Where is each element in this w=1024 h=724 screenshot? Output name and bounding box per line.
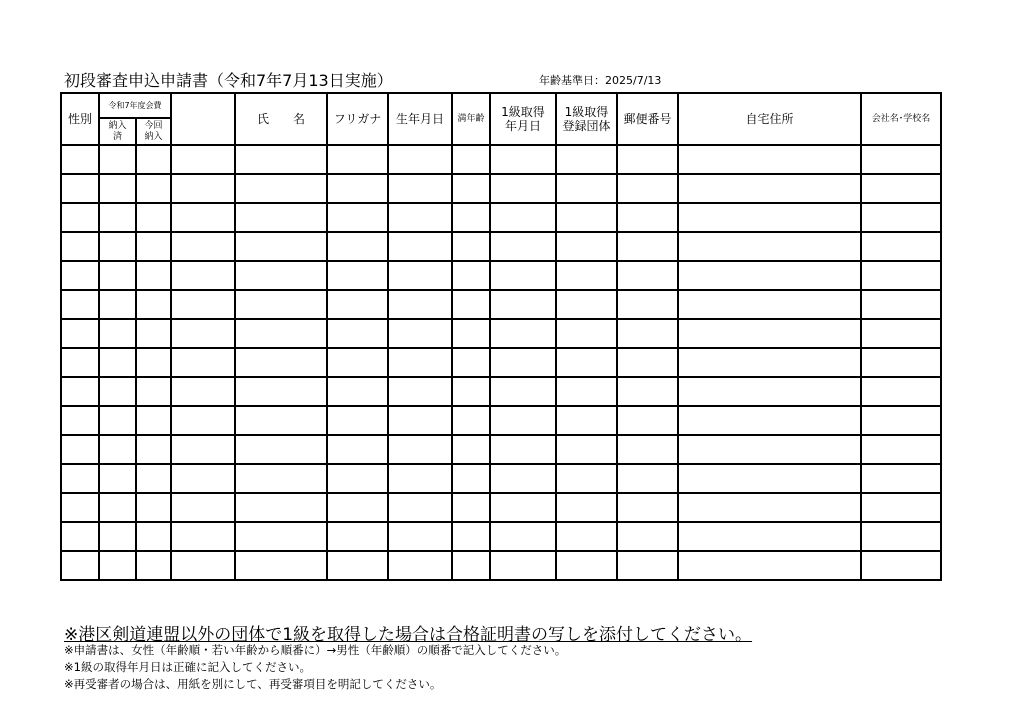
entry-cell[interactable]: [136, 174, 171, 203]
header-this-time: 今回 納入: [136, 118, 171, 145]
entry-cell[interactable]: [678, 377, 861, 406]
entry-cell[interactable]: [388, 232, 452, 261]
entry-cell[interactable]: [452, 377, 490, 406]
entry-cell[interactable]: [388, 319, 452, 348]
header-paid: 納入 済: [99, 118, 136, 145]
entry-cell[interactable]: [388, 435, 452, 464]
entry-cell[interactable]: [861, 290, 941, 319]
table-row: [61, 348, 941, 377]
entry-cell[interactable]: [327, 290, 388, 319]
entry-cell[interactable]: [678, 493, 861, 522]
entry-cell[interactable]: [490, 406, 556, 435]
table-row: [61, 203, 941, 232]
table-row: [61, 493, 941, 522]
entry-cell[interactable]: [61, 203, 99, 232]
entry-cell[interactable]: [61, 348, 99, 377]
entry-cell[interactable]: [235, 203, 327, 232]
entry-cell[interactable]: [452, 261, 490, 290]
note-certificate: ※港区剣道連盟以外の団体で1級を取得した場合は合格証明書の写しを添付してください。: [64, 625, 753, 645]
entry-cell[interactable]: [61, 551, 99, 580]
entry-cell[interactable]: [327, 348, 388, 377]
entry-cell[interactable]: [556, 435, 617, 464]
entry-cell[interactable]: [61, 290, 99, 319]
entry-cell[interactable]: [452, 522, 490, 551]
entry-cell[interactable]: [861, 203, 941, 232]
entry-cell[interactable]: [388, 174, 452, 203]
entry-cell[interactable]: [556, 145, 617, 174]
entry-cell[interactable]: [136, 319, 171, 348]
entry-cell[interactable]: [861, 232, 941, 261]
header-first-kyu-org: 1級取得 登録団体: [556, 93, 617, 145]
table-row: [61, 261, 941, 290]
entry-cell[interactable]: [490, 464, 556, 493]
entry-cell[interactable]: [327, 174, 388, 203]
entry-cell[interactable]: [136, 203, 171, 232]
entry-cell[interactable]: [171, 377, 235, 406]
entry-cell[interactable]: [556, 348, 617, 377]
entry-cell[interactable]: [490, 174, 556, 203]
entry-cell[interactable]: [490, 261, 556, 290]
entry-cell[interactable]: [171, 464, 235, 493]
entry-cell[interactable]: [61, 435, 99, 464]
entry-cell[interactable]: [490, 232, 556, 261]
entry-cell[interactable]: [61, 232, 99, 261]
entry-cell[interactable]: [327, 551, 388, 580]
entry-cell[interactable]: [136, 406, 171, 435]
entry-cell[interactable]: [556, 493, 617, 522]
entry-cell[interactable]: [452, 203, 490, 232]
entry-cell[interactable]: [617, 522, 678, 551]
entry-cell[interactable]: [678, 435, 861, 464]
entry-cell[interactable]: [99, 145, 136, 174]
entry-cell[interactable]: [171, 348, 235, 377]
entry-cell[interactable]: [136, 290, 171, 319]
entry-cell[interactable]: [99, 406, 136, 435]
header-address: 自宅住所: [678, 93, 861, 145]
entry-cell[interactable]: [388, 551, 452, 580]
entry-cell[interactable]: [678, 145, 861, 174]
entry-cell[interactable]: [490, 493, 556, 522]
entry-cell[interactable]: [617, 203, 678, 232]
entry-cell[interactable]: [99, 377, 136, 406]
entry-cell[interactable]: [171, 435, 235, 464]
entry-cell[interactable]: [861, 319, 941, 348]
entry-cell[interactable]: [171, 522, 235, 551]
entry-cell[interactable]: [678, 406, 861, 435]
entry-cell[interactable]: [617, 377, 678, 406]
entry-cell[interactable]: [490, 551, 556, 580]
table-row: [61, 145, 941, 174]
entry-cell[interactable]: [617, 348, 678, 377]
entry-cell[interactable]: [556, 290, 617, 319]
entry-cell[interactable]: [171, 232, 235, 261]
entry-cell[interactable]: [490, 203, 556, 232]
table-row: [61, 232, 941, 261]
table-row: [61, 174, 941, 203]
entry-cell[interactable]: [452, 551, 490, 580]
entry-cell[interactable]: [171, 145, 235, 174]
entry-cell[interactable]: [678, 348, 861, 377]
entry-cell[interactable]: [388, 348, 452, 377]
entry-cell[interactable]: [452, 290, 490, 319]
entry-cell[interactable]: [490, 290, 556, 319]
entry-cell[interactable]: [678, 232, 861, 261]
entry-cell[interactable]: [388, 203, 452, 232]
entry-cell[interactable]: [99, 203, 136, 232]
header-first-kyu-date: 1級取得 年月日: [490, 93, 556, 145]
entry-cell[interactable]: [452, 232, 490, 261]
note-order: ※申請書は、女性（年齢順・若い年齢から順番に）→男性（年齢順）の順番で記入してください。: [64, 643, 567, 657]
entry-cell[interactable]: [861, 261, 941, 290]
entry-cell[interactable]: [99, 493, 136, 522]
entry-cell[interactable]: [861, 522, 941, 551]
entry-cell[interactable]: [388, 145, 452, 174]
entry-cell[interactable]: [99, 464, 136, 493]
entry-cell[interactable]: [388, 522, 452, 551]
entry-cell[interactable]: [452, 319, 490, 348]
entry-cell[interactable]: [327, 203, 388, 232]
entry-cell[interactable]: [99, 522, 136, 551]
form-title: 初段審査申込申請書（令和7年7月13日実施）: [64, 71, 393, 90]
entry-cell[interactable]: [617, 435, 678, 464]
entry-cell[interactable]: [678, 319, 861, 348]
entry-cell[interactable]: [617, 551, 678, 580]
entry-cell[interactable]: [388, 406, 452, 435]
entry-cell[interactable]: [861, 377, 941, 406]
entry-cell[interactable]: [327, 232, 388, 261]
entry-cell[interactable]: [235, 290, 327, 319]
entry-cell[interactable]: [136, 522, 171, 551]
entry-cell[interactable]: [617, 464, 678, 493]
entry-cell[interactable]: [490, 348, 556, 377]
entry-cell[interactable]: [136, 464, 171, 493]
entry-cell[interactable]: [327, 493, 388, 522]
header-gender: 性別: [61, 93, 99, 145]
entry-cell[interactable]: [678, 551, 861, 580]
entry-cell[interactable]: [61, 319, 99, 348]
entry-cell[interactable]: [235, 261, 327, 290]
entry-cell[interactable]: [235, 464, 327, 493]
entry-cell[interactable]: [136, 145, 171, 174]
entry-cell[interactable]: [235, 406, 327, 435]
entry-cell[interactable]: [327, 319, 388, 348]
header-birthdate: 生年月日: [388, 93, 452, 145]
entry-cell[interactable]: [136, 493, 171, 522]
entry-cell[interactable]: [171, 261, 235, 290]
entry-cell[interactable]: [327, 522, 388, 551]
entry-cell[interactable]: [861, 493, 941, 522]
entry-cell[interactable]: [99, 232, 136, 261]
entry-cell[interactable]: [388, 464, 452, 493]
entry-cell[interactable]: [490, 145, 556, 174]
entry-cell[interactable]: [235, 551, 327, 580]
entry-cell[interactable]: [556, 232, 617, 261]
entry-cell[interactable]: [136, 232, 171, 261]
entry-cell[interactable]: [617, 406, 678, 435]
note-date: ※1級の取得年月日は正確に記入してください。: [64, 660, 311, 674]
entry-cell[interactable]: [99, 174, 136, 203]
entry-cell[interactable]: [556, 377, 617, 406]
header-name: 氏 名: [235, 93, 327, 145]
entry-cell[interactable]: [136, 261, 171, 290]
entry-cell[interactable]: [171, 290, 235, 319]
header-fee: 令和7年度会費: [99, 93, 171, 118]
entry-cell[interactable]: [556, 319, 617, 348]
entry-cell[interactable]: [61, 174, 99, 203]
entry-cell[interactable]: [490, 522, 556, 551]
header-blank: [171, 93, 235, 145]
entry-cell[interactable]: [452, 145, 490, 174]
entry-cell[interactable]: [452, 406, 490, 435]
entry-cell[interactable]: [235, 377, 327, 406]
entry-cell[interactable]: [861, 348, 941, 377]
age-base-date: 年齢基準日：2025/7/13: [539, 74, 662, 87]
entry-cell[interactable]: [388, 261, 452, 290]
table-row: [61, 464, 941, 493]
entry-cell[interactable]: [61, 464, 99, 493]
entry-cell[interactable]: [678, 261, 861, 290]
entry-cell[interactable]: [452, 493, 490, 522]
entry-cell[interactable]: [235, 145, 327, 174]
entry-cell[interactable]: [556, 203, 617, 232]
entry-cell[interactable]: [678, 203, 861, 232]
entry-cell[interactable]: [171, 551, 235, 580]
entry-cell[interactable]: [99, 435, 136, 464]
table-row: [61, 522, 941, 551]
entry-cell[interactable]: [136, 348, 171, 377]
entry-cell[interactable]: [99, 348, 136, 377]
entry-cell[interactable]: [136, 551, 171, 580]
entry-cell[interactable]: [861, 406, 941, 435]
table-row: [61, 435, 941, 464]
entry-cell[interactable]: [678, 290, 861, 319]
entry-cell[interactable]: [452, 348, 490, 377]
table-row: [61, 406, 941, 435]
entry-cell[interactable]: [171, 319, 235, 348]
entry-cell[interactable]: [171, 174, 235, 203]
application-table: [60, 92, 942, 581]
table-row: [61, 290, 941, 319]
entry-cell[interactable]: [490, 377, 556, 406]
entry-cell[interactable]: [235, 493, 327, 522]
entry-cell[interactable]: [617, 145, 678, 174]
header-age: 満年齢: [452, 93, 490, 145]
entry-cell[interactable]: [99, 319, 136, 348]
entry-cell[interactable]: [556, 261, 617, 290]
entry-cell[interactable]: [556, 551, 617, 580]
header-postal: 郵便番号: [617, 93, 678, 145]
entry-cell[interactable]: [678, 522, 861, 551]
entry-cell[interactable]: [61, 377, 99, 406]
entry-cell[interactable]: [61, 406, 99, 435]
entry-cell[interactable]: [235, 522, 327, 551]
entry-cell[interactable]: [136, 377, 171, 406]
entry-cell[interactable]: [452, 174, 490, 203]
entry-cell[interactable]: [556, 406, 617, 435]
table-row: [61, 377, 941, 406]
entry-cell[interactable]: [556, 464, 617, 493]
entry-cell[interactable]: [617, 232, 678, 261]
entry-cell[interactable]: [678, 174, 861, 203]
entry-cell[interactable]: [861, 174, 941, 203]
entry-cell[interactable]: [235, 174, 327, 203]
entry-cell[interactable]: [452, 464, 490, 493]
entry-cell[interactable]: [235, 348, 327, 377]
entry-cell[interactable]: [556, 522, 617, 551]
entry-cell[interactable]: [327, 145, 388, 174]
entry-cell[interactable]: [861, 464, 941, 493]
entry-cell[interactable]: [327, 406, 388, 435]
entry-cell[interactable]: [861, 551, 941, 580]
entry-cell[interactable]: [452, 435, 490, 464]
entry-cell[interactable]: [617, 493, 678, 522]
entry-cell[interactable]: [171, 493, 235, 522]
entry-cell[interactable]: [617, 290, 678, 319]
entry-cell[interactable]: [235, 232, 327, 261]
entry-cell[interactable]: [617, 174, 678, 203]
note-retake: ※再受審者の場合は、用紙を別にして、再受審項目を明記してください。: [64, 677, 442, 691]
entry-cell[interactable]: [99, 551, 136, 580]
entry-cell[interactable]: [617, 261, 678, 290]
entry-cell[interactable]: [556, 174, 617, 203]
header-company: 会社名･学校名: [861, 93, 941, 145]
entry-cell[interactable]: [861, 145, 941, 174]
entry-cell[interactable]: [861, 435, 941, 464]
entry-cell[interactable]: [171, 203, 235, 232]
entry-cell[interactable]: [678, 464, 861, 493]
entry-cell[interactable]: [136, 435, 171, 464]
entry-cell[interactable]: [327, 435, 388, 464]
entry-cell[interactable]: [327, 464, 388, 493]
entry-cell[interactable]: [490, 435, 556, 464]
entry-cell[interactable]: [388, 377, 452, 406]
table-row: [61, 551, 941, 580]
entry-cell[interactable]: [99, 261, 136, 290]
entry-cell[interactable]: [327, 261, 388, 290]
entry-cell[interactable]: [235, 319, 327, 348]
entry-cell[interactable]: [388, 290, 452, 319]
entry-cell[interactable]: [235, 435, 327, 464]
entry-cell[interactable]: [61, 522, 99, 551]
entry-cell[interactable]: [388, 493, 452, 522]
entry-cell[interactable]: [490, 319, 556, 348]
entry-cell[interactable]: [327, 377, 388, 406]
entry-cell[interactable]: [171, 406, 235, 435]
table-row: [61, 319, 941, 348]
entry-cell[interactable]: [617, 319, 678, 348]
entry-cell[interactable]: [99, 290, 136, 319]
header-furigana: フリガナ: [327, 93, 388, 145]
entry-cell[interactable]: [61, 261, 99, 290]
entry-cell[interactable]: [61, 493, 99, 522]
entry-cell[interactable]: [61, 145, 99, 174]
